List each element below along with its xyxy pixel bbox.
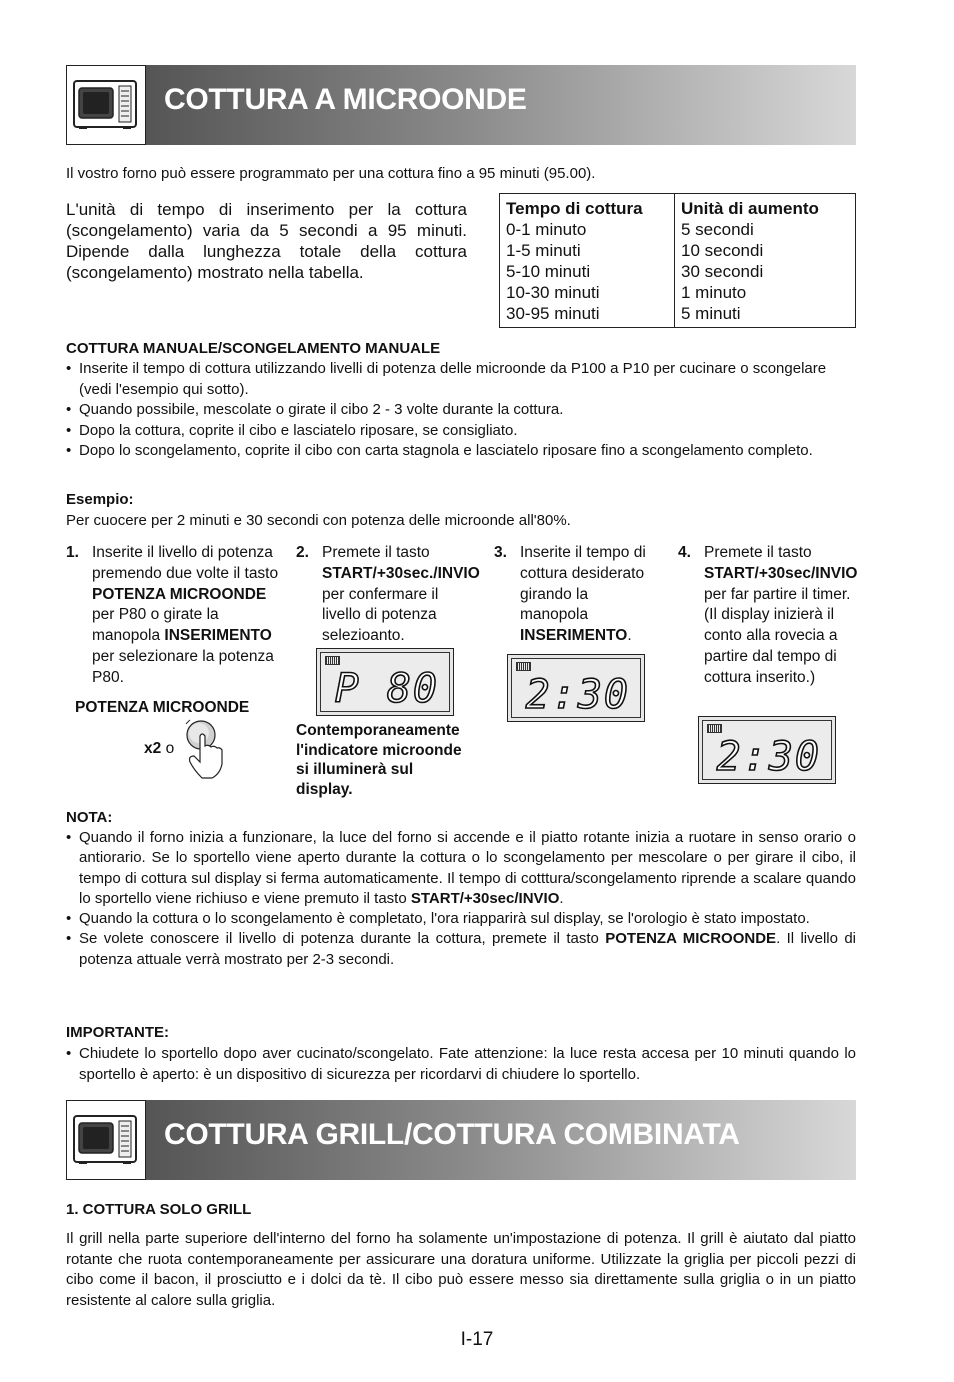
list-text: Quando il forno inizia a funzionare, la luce del forno si accende e il piatto rotante inizia a ruotare in senso orario o antiorario. Se lo sportello viene aperto durante la cottura o lo scongelamento per mescolare o per girare il cibo, il tempo di cottura sul display si ferma automaticamente. Il tempo di cotttura/scongelamento riprende a scalare quando lo sportello viene richiuso e viene premuto il tasto [79, 829, 856, 907]
table-row [500, 240, 856, 261]
microwave-indicator-icon [325, 656, 340, 665]
table-header: Unità di aumento [681, 199, 819, 218]
section-banner-microwave [66, 65, 856, 145]
lcd-display [316, 648, 454, 716]
nota-list [66, 828, 856, 970]
section-banner-grill [66, 1100, 856, 1180]
list-item: • Dopo lo scongelamento, coprite il cibo con carta stagnola e lasciatelo riposare fino a scongelamento completo. [66, 441, 856, 462]
grill-text: Il grill nella parte superiore dell'interno del forno ha solamente un'impostazione di potenza. Il grill è aiutato dal piatto rotante che ruota contemporaneamente per assicurare una doratura uniforme. Utilizzate la griglia per piccoli pezzi di cibo come il bacon, il prosciutto e i dolci da tè. Il cibo può essere messo sia direttamente sulla griglia o in un piatto resistente al calore sulla griglia. [66, 1230, 856, 1309]
lcd-display [698, 716, 836, 784]
step-text: Inserite il livello di potenza premendo due volte il tasto [92, 544, 279, 582]
list-text: . [559, 889, 564, 907]
lcd-display [507, 654, 645, 722]
section-title: COTTURA A MICROONDE [164, 83, 527, 116]
key-name: START/+30sec/INVIO [704, 564, 858, 582]
table-cell: 1 minuto [681, 283, 747, 302]
step-text: Premete il tasto [704, 544, 812, 561]
table-cell: 1-5 minuti [500, 240, 675, 261]
manual-heading: COTTURA MANUALE/SCONGELAMENTO MANUALE [66, 340, 441, 357]
table-cell: 5-10 minuti [500, 261, 675, 282]
table-header: Tempo di cottura [500, 194, 675, 220]
step-number: 2. [296, 544, 309, 561]
step-number: 1. [66, 544, 79, 561]
list-text: Se volete conoscere il livello di potenza durante la cottura, premete il tasto [79, 930, 606, 948]
microwave-oven-icon [66, 65, 146, 145]
table-row [500, 303, 856, 328]
display-readout: 2:30 [525, 672, 630, 718]
step-number: 4. [678, 544, 691, 561]
list-item: • Quando la cottura o lo scongelamento è completato, l'ora riapparirà sul display, se l'orologio è stato impostato. [66, 909, 856, 929]
table-cell: 0-1 minuto [500, 219, 675, 240]
list-item: • Dopo la cottura, coprite il cibo e lasciatelo riposare, se consigliato. [66, 421, 856, 442]
example-text: Per cuocere per 2 minuti e 30 secondi con potenza delle microonde all'80%. [66, 512, 571, 529]
page-number: I-17 [460, 1329, 494, 1350]
key-name: POTENZA MICROONDE [92, 585, 267, 603]
importante-heading: IMPORTANTE: [66, 1024, 170, 1041]
step-text: per P80 o girate la manopola [92, 606, 219, 645]
step-text: Premete il tasto [322, 544, 430, 561]
nota-heading: NOTA: [66, 809, 113, 826]
step-text: . [627, 627, 632, 645]
display-readout: P 80 [334, 666, 439, 712]
importante-list [66, 1044, 856, 1085]
step-text: per far partire il timer. (Il display inizierà il conto alla rovecia a partire dal tempo di cottura inserito.) [704, 585, 851, 686]
intro-text: Il vostro forno può essere programmato per una cottura fino a 95 minuti (95.00). [66, 165, 596, 182]
press-twice [144, 740, 174, 758]
table-row [500, 282, 856, 303]
finger-press-icon [180, 718, 230, 780]
step-2-note: Contemporaneamente l'indicatore microonde si illuminerà sul display. [296, 722, 462, 798]
list-item [66, 929, 856, 970]
table-cell: 30 secondi [681, 262, 764, 281]
power-key-label: POTENZA MICROONDE [75, 699, 250, 716]
table-cell: 10-30 minuti [500, 282, 675, 303]
unit-paragraph: L'unità di tempo di inserimento per la cottura (scongelamento) varia da 5 secondi a 95 minuti. Dipende dalla lunghezza totale della cottura (scongelamento) mostrato nella tabella. [66, 200, 467, 282]
microwave-indicator-icon [516, 662, 531, 671]
table-cell: 10 secondi [681, 241, 764, 260]
list-item: • Inserite il tempo di cottura utilizzando livelli di potenza delle microonde da P100 a P10 per cucinare o scongelare (vedi l'esempio qui sotto). [66, 359, 856, 400]
table-cell: 5 minuti [681, 304, 741, 323]
list-item: • Chiudete lo sportello dopo aver cucinato/scongelato. Fate attenzione: la luce resta accesa per 10 minuti quando lo sportello è aperto: è un dispositivo di sicurezza per ricordarvi di chiudere lo sportello. [66, 1044, 856, 1085]
table-row [500, 219, 856, 240]
table-cell: 30-95 minuti [500, 303, 675, 328]
list-text: . Il livello di potenza attuale verrà mostrato per 2-3 secondi. [79, 930, 856, 968]
microwave-indicator-icon [707, 724, 722, 733]
key-name: POTENZA MICROONDE [605, 930, 777, 948]
key-name: START/+30sec./INVIO [322, 564, 480, 582]
step-text: per confermare il livello di potenza selezioanto. [322, 585, 439, 645]
or-text: o [165, 740, 175, 757]
press-count: x2 [144, 740, 162, 757]
banner-bar [146, 1100, 856, 1180]
table-row [500, 261, 856, 282]
list-item [66, 828, 856, 909]
key-name: START/+30sec/INVIO [410, 889, 560, 907]
grill-heading: 1. COTTURA SOLO GRILL [66, 1201, 252, 1218]
step-text: per selezionare la potenza P80. [92, 647, 274, 686]
microwave-oven-icon [66, 1100, 146, 1180]
key-name: INSERIMENTO [164, 627, 272, 645]
key-name: INSERIMENTO [520, 627, 628, 645]
step-text: Inserite il tempo di cottura desiderato girando la manopola [520, 544, 646, 624]
step-number: 3. [494, 544, 507, 561]
time-increment-table [499, 193, 856, 328]
section-title: COTTURA GRILL/COTTURA COMBINATA [164, 1118, 740, 1151]
banner-bar [146, 65, 856, 145]
manual-list [66, 359, 856, 462]
table-cell: 5 secondi [681, 220, 754, 239]
display-readout: 2:30 [716, 734, 821, 780]
list-item: • Quando possibile, mescolate o girate il cibo 2 - 3 volte durante la cottura. [66, 400, 856, 421]
example-heading: Esempio: [66, 491, 134, 508]
